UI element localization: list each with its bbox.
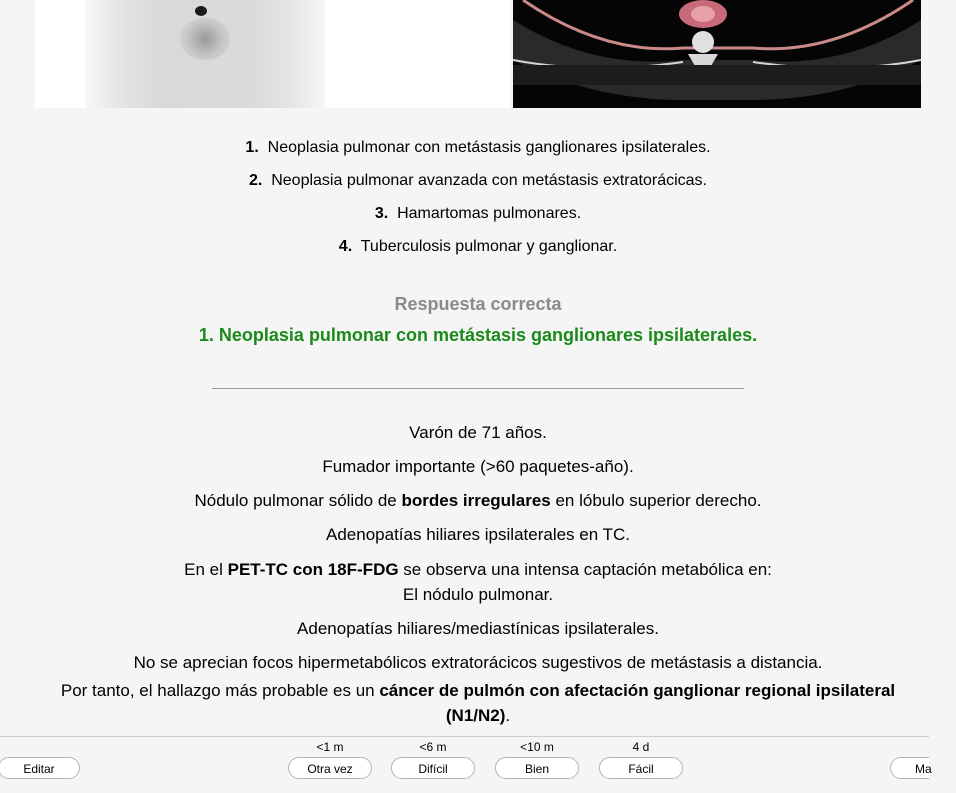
answer-options xyxy=(0,138,956,270)
option-2: 2. Neoplasia pulmonar avanzada con metástasis extratorácicas. xyxy=(248,172,707,189)
again-button[interactable]: Otra vez xyxy=(288,757,372,779)
review-bar xyxy=(0,736,932,793)
explanation-line: (N1/N2). xyxy=(445,706,511,725)
explanation-line: Varón de 71 años. xyxy=(409,423,547,442)
option-4: 4. Tuberculosis pulmonar y ganglionar. xyxy=(338,238,618,255)
easy-button[interactable]: Fácil xyxy=(599,757,683,779)
again-interval: <1 m xyxy=(316,740,344,754)
explanation-line: Adenopatías hiliares ipsilaterales en TC. xyxy=(326,525,630,544)
pet-scan-image xyxy=(35,0,510,108)
hard-button[interactable]: Difícil xyxy=(391,757,475,779)
easy-interval: 4 d xyxy=(632,740,650,754)
divider xyxy=(212,388,744,389)
correct-answer: 1. Neoplasia pulmonar con metástasis ganglionares ipsilaterales. xyxy=(198,325,758,345)
ct-axial-slice xyxy=(513,0,921,108)
more-button[interactable]: Ma xyxy=(890,757,929,779)
explanation-line: Nódulo pulmonar sólido de bordes irregulares en lóbulo superior derecho. xyxy=(194,491,762,510)
ct-scan-image xyxy=(513,0,921,108)
option-1: 1. Neoplasia pulmonar con metástasis ganglionares ipsilaterales. xyxy=(245,139,711,156)
explanation-line: No se aprecian focos hipermetabólicos extratorácicos sugestivos de metástasis a distancia. xyxy=(133,653,823,672)
explanation-line: El nódulo pulmonar. xyxy=(402,585,554,604)
answer-heading: Respuesta correcta xyxy=(394,294,562,314)
hard-interval: <6 m xyxy=(419,740,447,754)
option-3: 3. Hamartomas pulmonares. xyxy=(374,205,582,222)
explanation-line: Fumador importante (>60 paquetes-año). xyxy=(322,457,634,476)
explanation-line: En el PET-TC con 18F-FDG se observa una intensa captación metabólica en: xyxy=(184,560,772,579)
explanation-line: Por tanto, el hallazgo más probable es un cáncer de pulmón con afectación ganglionar regional ipsilateral xyxy=(60,681,896,700)
good-interval: <10 m xyxy=(520,740,554,754)
edit-button[interactable]: Editar xyxy=(0,757,80,779)
pet-uptake-region xyxy=(180,18,230,60)
pet-hot-spot xyxy=(195,6,207,16)
explanation-line: Adenopatías hiliares/mediastínicas ipsilaterales. xyxy=(297,619,659,638)
good-button[interactable]: Bien xyxy=(495,757,579,779)
